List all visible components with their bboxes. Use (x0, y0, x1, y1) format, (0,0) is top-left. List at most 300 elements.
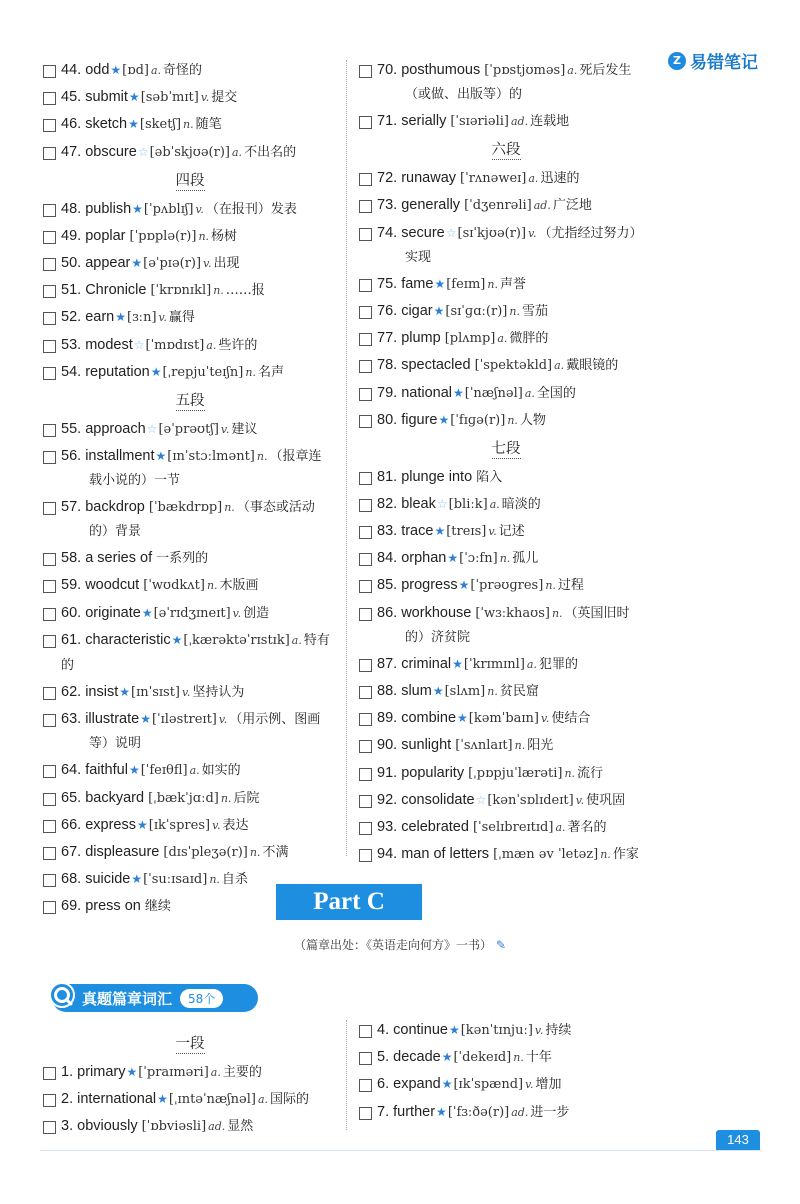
entry-text (61, 1114, 253, 1139)
entry-word: expand (393, 1076, 441, 1093)
entry-word: plump (401, 330, 441, 347)
checkbox[interactable] (43, 765, 56, 778)
entry-number: 85. (377, 577, 398, 594)
word-entry (356, 492, 656, 517)
star-icon: ★ (110, 63, 122, 77)
entry-phonetic: [sɪˈɡɑː(r)] (445, 303, 508, 319)
entry-number: 81. (377, 468, 398, 485)
entry-text (61, 495, 315, 544)
entry-text (377, 519, 525, 544)
entry-word: illustrate (85, 711, 140, 728)
checkbox[interactable] (43, 502, 56, 515)
entry-number: 60. (61, 604, 82, 621)
checkbox[interactable] (359, 795, 372, 808)
checkbox[interactable] (43, 367, 56, 380)
entry-meaning: 木版画 (219, 578, 259, 594)
entry-number: 65. (61, 789, 82, 806)
entry-number: 66. (61, 816, 82, 833)
entry-number: 7. (377, 1103, 390, 1120)
entry-word: approach (85, 420, 146, 437)
entry-text (61, 894, 171, 919)
entry-text (377, 652, 578, 677)
checkbox[interactable] (359, 388, 372, 401)
checkbox[interactable] (43, 1121, 56, 1134)
entry-number: 91. (377, 764, 398, 781)
entry-word: appear (85, 254, 131, 271)
entry-phonetic: [ˈpɒplə(r)] (129, 228, 197, 244)
checkbox[interactable] (43, 793, 56, 806)
entry-word: workhouse (401, 604, 472, 621)
entry-word: Chronicle (85, 282, 147, 299)
star-icon: ★ (447, 551, 459, 566)
entry-number: 69. (61, 898, 82, 915)
checkbox[interactable] (43, 553, 56, 566)
entry-phonetic: [kənˈsɒlɪdeɪt] (487, 792, 574, 808)
star-icon: ★ (432, 684, 444, 698)
entry-part-of-speech: n. (513, 1051, 524, 1065)
star-icon: ★ (132, 201, 143, 216)
entry-phonetic: [sketʃ] (139, 117, 182, 133)
entry-word: backdrop (85, 499, 145, 516)
entry-phonetic: [ˈfɜːðə(r)] (447, 1104, 510, 1120)
checkbox[interactable] (43, 340, 56, 353)
entry-meaning: 犯罪的 (538, 656, 578, 672)
checkbox[interactable] (359, 65, 372, 78)
star-icon: ★ (458, 578, 470, 593)
entry-word: express (85, 816, 136, 833)
entry-part-of-speech: n. (256, 449, 268, 463)
checkbox[interactable] (359, 580, 372, 593)
entry-meaning: 声誉 (499, 276, 526, 292)
entry-phonetic: [səbˈmɪt] (140, 90, 199, 106)
entry-part-of-speech: v. (525, 1078, 534, 1092)
entry-text (377, 109, 569, 134)
entry-part-of-speech: n. (224, 501, 235, 515)
entry-phonetic: [əˈpɪə(r)] (143, 255, 202, 271)
entry-text (61, 573, 259, 598)
checkbox[interactable] (359, 1107, 372, 1120)
entry-meaning: 坚持认为 (192, 685, 245, 700)
entry-part-of-speech: ad. (533, 199, 551, 213)
word-entry (356, 381, 656, 406)
entry-text (61, 1087, 309, 1112)
entry-number: 46. (61, 116, 82, 133)
entry-number: 87. (377, 655, 398, 672)
word-entry (40, 333, 340, 358)
entry-number: 5. (377, 1049, 390, 1066)
bottom-right-word-column (356, 1018, 656, 1127)
checkbox[interactable] (359, 659, 372, 672)
star-icon: ★ (434, 276, 446, 291)
checkbox[interactable] (359, 333, 372, 346)
star-outline-icon: ☆ (137, 144, 149, 159)
checkbox[interactable] (43, 608, 56, 621)
entry-number: 94. (377, 846, 398, 863)
entry-meaning: 特有的 (61, 632, 330, 673)
checkbox[interactable] (43, 231, 56, 244)
checkbox[interactable] (43, 312, 56, 325)
entry-phonetic: [kənˈtɪnjuː] (460, 1023, 533, 1038)
entry-meaning: （英国旧时 (564, 605, 630, 621)
checkbox[interactable] (359, 822, 372, 835)
entry-phonetic: [ˌkærəktəˈrɪstɪk] (183, 632, 290, 648)
entry-phonetic: [ˈkrɪmɪnl] (463, 656, 525, 672)
entry-part-of-speech: v. (528, 226, 537, 240)
word-entry (356, 842, 656, 867)
entry-number: 48. (61, 200, 82, 217)
entry-meaning: 记述 (498, 524, 525, 540)
section-label: 一段 (175, 1036, 205, 1052)
checkbox[interactable] (359, 849, 372, 862)
entry-phonetic: [ˈɒbviəsli] (141, 1119, 207, 1135)
entry-text (377, 788, 625, 813)
footer-rule (40, 1150, 762, 1151)
checkbox[interactable] (43, 635, 56, 648)
word-entry (356, 1045, 656, 1070)
entry-text (61, 417, 257, 442)
word-entry (356, 353, 656, 378)
entry-word: insist (85, 684, 119, 700)
word-entry (40, 786, 340, 811)
entry-text (61, 707, 320, 756)
entry-phonetic: [ˈɔːfn] (459, 551, 498, 567)
word-entry (40, 58, 340, 83)
star-icon: ★ (171, 632, 183, 647)
checkbox[interactable] (359, 228, 372, 241)
entry-part-of-speech: a. (210, 1066, 221, 1079)
checkbox[interactable] (359, 1052, 372, 1065)
section-banner (52, 984, 258, 1012)
entry-part-of-speech: ad. (208, 1120, 226, 1134)
word-entry (356, 815, 656, 840)
entry-word: further (393, 1103, 436, 1120)
checkbox[interactable] (43, 874, 56, 887)
entry-meaning: 继续 (144, 899, 171, 915)
entry-text (61, 305, 195, 330)
entry-meaning: 死后发生 (579, 63, 632, 78)
entry-meaning: 阳光 (527, 738, 554, 754)
star-icon: ★ (155, 448, 167, 463)
entry-phonetic: [ˈsʌnlaɪt] (455, 738, 513, 754)
checkbox[interactable] (43, 147, 56, 160)
entry-text (377, 706, 590, 731)
entry-text (377, 381, 576, 406)
checkbox[interactable] (43, 258, 56, 271)
word-entry (40, 628, 340, 678)
checkbox[interactable] (359, 686, 372, 699)
word-entry (40, 840, 340, 865)
entry-word: decade (393, 1049, 441, 1066)
entry-meaning: 迅速的 (540, 171, 580, 187)
star-icon: ★ (441, 1050, 453, 1065)
checkbox[interactable] (359, 553, 372, 566)
entry-phonetic: [ˈsɪəriəli] (450, 114, 509, 130)
entry-meaning: （报章连 (269, 448, 322, 464)
star-icon: ★ (434, 524, 446, 539)
entry-meaning: 奇怪的 (163, 63, 203, 78)
entry-text (61, 85, 237, 110)
entry-meaning: 流行 (577, 765, 604, 781)
entry-part-of-speech: v. (488, 525, 497, 539)
entry-number: 70. (377, 62, 398, 78)
entry-number: 6. (377, 1076, 390, 1093)
entry-phonetic: [əˈprəʊtʃ] (158, 421, 219, 437)
checkbox[interactable] (43, 1094, 56, 1107)
entry-word: originate (85, 604, 141, 621)
entry-part-of-speech: a. (528, 172, 539, 186)
entry-word: continue (393, 1022, 448, 1038)
checkbox[interactable] (359, 713, 372, 726)
entry-part-of-speech: n. (198, 229, 210, 243)
star-icon: ★ (452, 656, 463, 671)
entry-meaning: 戴眼镜的 (566, 358, 619, 374)
entry-number: 82. (377, 495, 398, 512)
checkbox[interactable] (43, 285, 56, 298)
entry-number: 64. (61, 762, 82, 779)
checkbox[interactable] (43, 424, 56, 437)
entry-phonetic: [ˈsuːɪsaɪd] (143, 872, 208, 888)
entry-text (377, 166, 579, 191)
entry-phonetic: [ˈfɪɡə(r)] (450, 412, 506, 428)
star-outline-icon: ☆ (445, 225, 457, 240)
checkbox[interactable] (43, 820, 56, 833)
checkbox[interactable] (359, 472, 372, 485)
entry-part-of-speech: n. (213, 284, 224, 298)
entry-meaning: 表达 (222, 817, 249, 833)
word-entry (356, 58, 656, 107)
checkbox[interactable] (359, 306, 372, 319)
entry-meaning: 随笔 (195, 117, 222, 133)
word-entry (356, 193, 656, 218)
entry-word: consolidate (401, 791, 475, 808)
entry-meaning: 贫民窟 (499, 684, 539, 699)
checkbox[interactable] (359, 200, 372, 213)
entry-word: poplar (85, 227, 126, 244)
entry-text (61, 224, 237, 249)
entry-text (61, 112, 222, 137)
entry-phonetic: [sɪˈkjʊə(r)] (457, 225, 527, 241)
word-entry (356, 1100, 656, 1125)
entry-phonetic: [bliːk] (448, 496, 488, 512)
entry-word: slum (401, 683, 432, 699)
word-entry (356, 761, 656, 786)
checkbox[interactable] (43, 1067, 56, 1080)
entry-meaning: 持续 (545, 1023, 572, 1038)
word-entry (40, 1060, 340, 1085)
entry-meaning: 孤儿 (512, 551, 539, 567)
entry-number: 76. (377, 302, 398, 319)
word-entry (356, 408, 656, 433)
entry-part-of-speech: a. (150, 64, 162, 77)
entry-part-of-speech: v. (158, 311, 167, 325)
part-c-heading: Part C (276, 884, 422, 920)
entry-number: 52. (61, 309, 82, 326)
checkbox[interactable] (359, 360, 372, 373)
entry-phonetic: [ɒd] (122, 63, 149, 78)
entry-word: secure (401, 224, 445, 241)
entry-word: sketch (85, 116, 128, 133)
word-entry (356, 706, 656, 731)
entry-meaning: 使巩固 (586, 792, 626, 808)
word-entry (40, 85, 340, 110)
star-icon: ★ (136, 817, 148, 832)
entry-word: man of letters (401, 846, 490, 863)
checkbox[interactable] (43, 65, 56, 78)
checkbox[interactable] (359, 116, 372, 129)
entry-meaning-continued: 的）背景 (89, 524, 142, 540)
checkbox[interactable] (43, 119, 56, 132)
entry-phonetic: [ˈrʌnəweɪ] (460, 171, 527, 187)
entry-meaning: 广泛地 (552, 198, 592, 214)
entry-number: 44. (61, 62, 82, 78)
brand-logo-icon: Z (668, 52, 686, 70)
word-entry (40, 417, 340, 442)
star-icon: ★ (140, 712, 151, 727)
entry-number: 51. (61, 282, 82, 299)
entry-word: generally (401, 197, 461, 214)
word-entry (356, 326, 656, 351)
entry-phonetic: [ˈselɪbreɪtɪd] (472, 819, 554, 835)
entry-phonetic: [ˈspektəkld] (474, 358, 553, 374)
checkbox[interactable] (43, 580, 56, 593)
entry-number: 58. (61, 550, 82, 567)
entry-number: 54. (61, 363, 82, 380)
entry-number: 59. (61, 577, 82, 594)
checkbox[interactable] (43, 714, 56, 727)
entry-text (61, 360, 284, 385)
entry-number: 92. (377, 791, 398, 808)
entry-part-of-speech: n. (220, 791, 232, 805)
entry-text (377, 58, 631, 107)
entry-word: odd (85, 62, 110, 78)
entry-word: installment (85, 447, 155, 464)
entry-meaning: 增加 (535, 1077, 562, 1093)
entry-number: 50. (61, 254, 82, 271)
right-word-column (356, 58, 656, 869)
entry-number: 57. (61, 499, 82, 516)
word-entry (40, 1087, 340, 1112)
entry-part-of-speech: v. (220, 422, 230, 436)
star-icon: ★ (119, 685, 131, 699)
word-entry (356, 272, 656, 297)
entry-part-of-speech: n. (600, 848, 611, 862)
magnifier-icon (48, 981, 78, 1011)
entry-part-of-speech: a. (567, 64, 578, 77)
entry-meaning: 出现 (213, 255, 240, 271)
word-entry (40, 680, 340, 705)
entry-phonetic: [slʌm] (444, 684, 486, 699)
entry-meaning: 进一步 (530, 1104, 570, 1120)
entry-number: 93. (377, 818, 398, 835)
entry-text (377, 465, 502, 490)
star-icon: ★ (438, 412, 450, 427)
word-entry (356, 679, 656, 704)
entry-number: 68. (61, 871, 82, 888)
entry-word: combine (401, 710, 457, 727)
checkbox[interactable] (359, 173, 372, 186)
checkbox[interactable] (43, 451, 56, 464)
entry-part-of-speech: v. (575, 793, 585, 807)
entry-word: figure (401, 411, 438, 428)
entry-meaning: 连载地 (530, 114, 570, 130)
entry-number: 74. (377, 224, 398, 241)
checkbox[interactable] (43, 901, 56, 914)
entry-phonetic: [ˈpʌblɪʃ] (143, 201, 194, 217)
entry-number: 47. (61, 143, 82, 160)
entry-part-of-speech: v. (195, 202, 204, 216)
entry-phonetic: [dɪsˈpleʒə(r)] (163, 844, 248, 860)
entry-number: 55. (61, 420, 82, 437)
entry-phonetic: [ˈkrɒnɪkl] (150, 283, 212, 299)
entry-meaning: 显然 (227, 1119, 254, 1135)
word-entry (356, 166, 656, 191)
entry-meaning-continued: 载小说的）一节 (89, 472, 181, 488)
entry-part-of-speech: a. (291, 633, 302, 647)
entry-phonetic: [ˌmæn əv ˈletəz] (493, 847, 599, 863)
checkbox[interactable] (359, 279, 372, 292)
entry-number: 67. (61, 843, 82, 860)
checkbox[interactable] (43, 204, 56, 217)
word-entry (40, 360, 340, 385)
checkbox[interactable] (359, 1025, 372, 1038)
checkbox[interactable] (359, 499, 372, 512)
entry-meaning: 暗淡的 (501, 496, 541, 512)
entry-phonetic: [ˈdekeɪd] (453, 1050, 512, 1066)
entry-phonetic: [ˈmɒdɪst] (145, 337, 205, 353)
star-icon: ★ (128, 763, 140, 778)
entry-meaning: 名声 (257, 364, 284, 380)
checkbox[interactable] (43, 847, 56, 860)
entry-text (61, 333, 257, 358)
bottom-left-word-column (40, 1028, 340, 1142)
source-text: （篇章出处：《英语走向何方》一书） (293, 938, 492, 952)
word-entry (40, 758, 340, 783)
checkbox[interactable] (359, 415, 372, 428)
checkbox[interactable] (359, 768, 372, 781)
entry-number: 78. (377, 357, 398, 374)
section-label: 七段 (491, 440, 521, 457)
entry-part-of-speech: v. (182, 686, 191, 699)
entry-word: obviously (77, 1118, 138, 1135)
word-entry (356, 601, 656, 650)
checkbox[interactable] (359, 526, 372, 539)
entry-meaning: 不满 (262, 844, 289, 860)
word-entry (356, 465, 656, 490)
entry-phonetic: [ɪnˈstɔːlmənt] (167, 448, 255, 464)
checkbox[interactable] (43, 92, 56, 105)
word-entry (40, 707, 340, 756)
checkbox[interactable] (43, 687, 56, 700)
entry-number: 72. (377, 170, 398, 187)
entry-number: 89. (377, 710, 398, 727)
star-icon: ★ (128, 117, 139, 132)
entry-meaning: 人物 (519, 412, 546, 428)
entry-word: runaway (401, 170, 457, 187)
entry-text (61, 680, 244, 705)
entry-phonetic: [əˈrɪdʒɪneɪt] (153, 605, 231, 621)
entry-word: national (401, 384, 452, 401)
checkbox[interactable] (359, 740, 372, 753)
checkbox[interactable] (359, 1079, 372, 1092)
entry-phonetic: [ˈbækdrɒp] (148, 500, 223, 516)
entry-number: 3. (61, 1118, 74, 1135)
entry-number: 73. (377, 197, 398, 214)
entry-text (377, 1018, 571, 1043)
entry-word: reputation (85, 363, 150, 380)
checkbox[interactable] (359, 608, 372, 621)
entry-text (61, 601, 269, 626)
word-entry (40, 1114, 340, 1139)
